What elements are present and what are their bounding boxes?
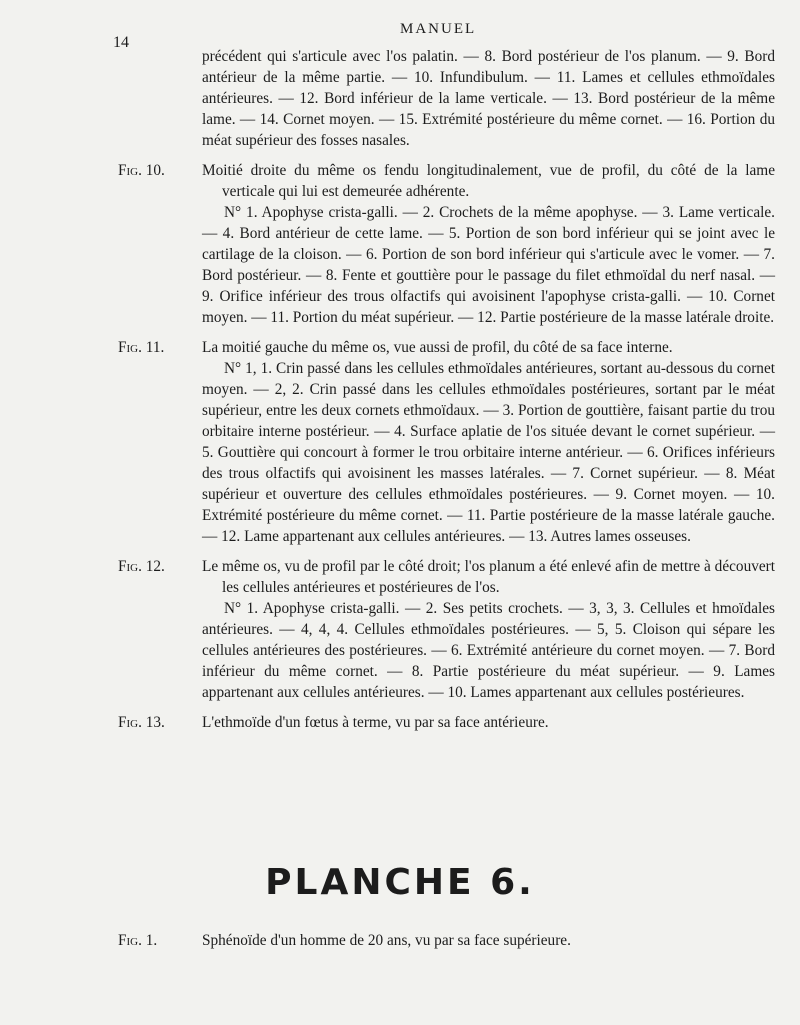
figure-caption: La moitié gauche du même os, vue aussi de profil, du côté de sa face interne. [202, 339, 673, 356]
figure-13 [110, 712, 775, 733]
figure-caption: Sphénoïde d'un homme de 20 ans, vu par sa face supérieure. [202, 932, 571, 949]
body-text [110, 46, 775, 733]
figure-items: N° 1. Apophyse crista-galli. — 2. Ses petits crochets. — 3, 3, 3. Cellules et hmoïdales antérieures. — 4, 4, 4. Cellules ethmoïdales postérieures. — 5, 5. Cloison qui sépare les cellules antérieures des postérieures. — 6. Extrémité antérieure du cornet moyen. — 7. Bord inférieur du même cornet. — 8. Partie postérieure du méat supérieur. — 9. Lames appartenant aux cellules antérieures. — 10. Lames appartenant aux cellules postérieures. [202, 600, 775, 701]
continuation-paragraph: précédent qui s'articule avec l'os palatin. — 8. Bord postérieur de l'os planum. — 9. Bord antérieur de la même partie. — 10. Infundibulum. — 11. Lames et cellules ethmoïdales antérieures. — 12. Bord inférieur de la lame verticale. — 13. Bord postérieur de la même lame. — 14. Cornet moyen. — 15. Extrémité postérieure du même cornet. — 16. Portion du méat supérieur des fosses nasales. [202, 48, 775, 149]
plate-figure-1 [110, 932, 800, 950]
figure-11 [110, 337, 775, 547]
figure-caption: Moitié droite du même os fendu longitudinalement, vue de profil, du côté de la lame verticale qui lui est demeurée adhérente. [202, 162, 775, 200]
running-head: MANUEL [400, 21, 477, 37]
figure-items: N° 1, 1. Crin passé dans les cellules ethmoïdales antérieures, sortant au-dessous du cornet moyen. — 2, 2. Crin passé dans les cellules ethmoïdales postérieures, sortant par le méat supérieur, entre les deux cornets ethmoïdaux. — 3. Portion de gouttière, faisant partie du trou orbitaire interne postérieur. — 4. Surface aplatie de l'os située devant le cornet supérieur. — 5. Gouttière qui concourt à former le trou orbitaire interne antérieur. — 6. Orifices inférieurs des trous olfactifs qui avoisinent les masses latérales. — 7. Cornet supérieur. — 8. Méat supérieur et ouverture des cellules ethmoïdales postérieures. — 9. Cornet moyen. — 10. Extrémité postérieure du même cornet. — 11. Partie postérieure de la masse latérale gauche. — 12. Lame appartenant aux cellules antérieures. — 13. Autres lames osseuses. [202, 360, 775, 545]
figure-label: Fig. 12. [118, 558, 165, 575]
figure-caption: L'ethmoïde d'un fœtus à terme, vu par sa face antérieure. [202, 714, 549, 731]
figure-items: N° 1. Apophyse crista-galli. — 2. Crochets de la même apophyse. — 3. Lame verticale. — 4. Bord antérieur de cette lame. — 5. Portion de son bord inférieur qui se joint avec le cartilage de la cloison. — 6. Portion de son bord inférieur qui s'articule avec le vomer. — 7. Bord postérieur. — 8. Fente et gouttière pour le passage du filet ethmoïdal du nerf nasal. — 9. Orifice inférieur des trous olfactifs qui avoisinent l'apophyse crista-galli. — 10. Cornet moyen. — 11. Portion du méat supérieur. — 12. Partie postérieure de la masse latérale droite. [202, 204, 775, 326]
figure-caption: Le même os, vu de profil par le côté droit; l'os planum a été enlevé afin de mettre à découvert les cellules antérieures et postérieures de l'os. [202, 558, 775, 596]
figure-label: Fig. 1. [118, 932, 158, 949]
figure-label: Fig. 10. [118, 162, 165, 179]
page-number: 14 [113, 34, 129, 51]
figure-10 [110, 160, 775, 328]
plate-title: PLANCHE 6. [265, 862, 535, 903]
figure-12 [110, 556, 775, 703]
figure-label: Fig. 11. [118, 339, 165, 356]
figure-label: Fig. 13. [118, 714, 165, 731]
